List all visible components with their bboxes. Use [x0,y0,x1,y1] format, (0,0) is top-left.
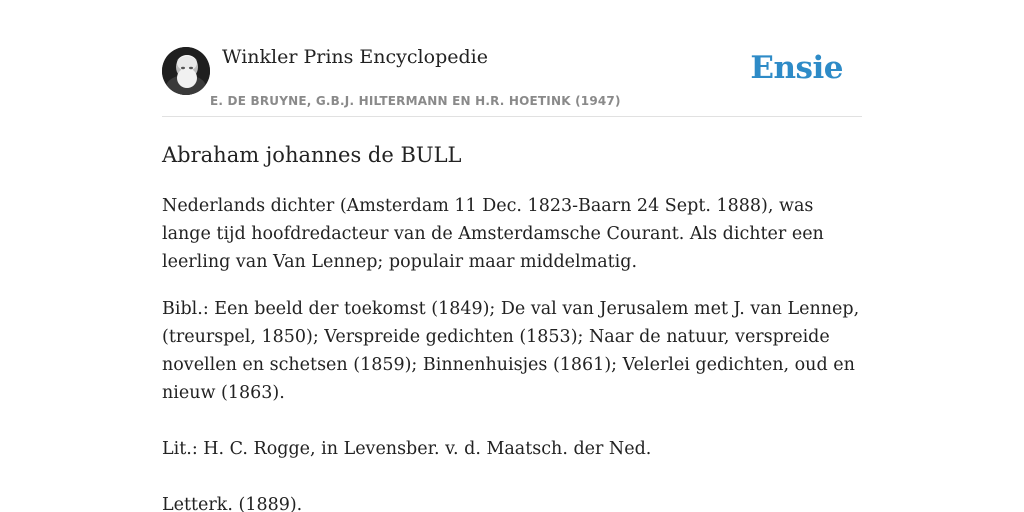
author-portrait-avatar[interactable] [162,47,210,95]
source-header [162,46,862,117]
entry-paragraph: Nederlands dichter (Amsterdam 11 Dec. 1823-Baarn 24 Sept. 1888), was lange tijd hoofdredacteur van de Amsterdamsche Courant. Als dichter een leerling van Van Lennep; populair maar middelmatig. [162,196,824,272]
entry-content [162,140,862,512]
ensie-logo[interactable]: Ensie [750,50,843,86]
literature-continued-paragraph: Letterk. (1889). [162,495,303,512]
source-title[interactable]: Winkler Prins Encyclopedie [222,46,488,68]
bibliography-paragraph: Bibl.: Een beeld der toekomst (1849); De val van Jerusalem met J. van Lennep, (treurspel, 1850); Verspreide gedichten (1853); Naar de natuur, verspreide novellen en schetsen (1859); Binnenhuisjes (1861); Velerlei gedichten, oud en nieuw (1863). [162,299,860,403]
source-authors: E. DE BRUYNE, G.B.J. HILTERMANN EN H.R. HOETINK (1947) [210,94,621,108]
entry-title: Abraham johannes de BULL [162,143,462,167]
portrait-photo-icon [162,47,210,95]
literature-paragraph: Lit.: H. C. Rogge, in Levensber. v. d. Maatsch. der Ned. [162,439,652,459]
